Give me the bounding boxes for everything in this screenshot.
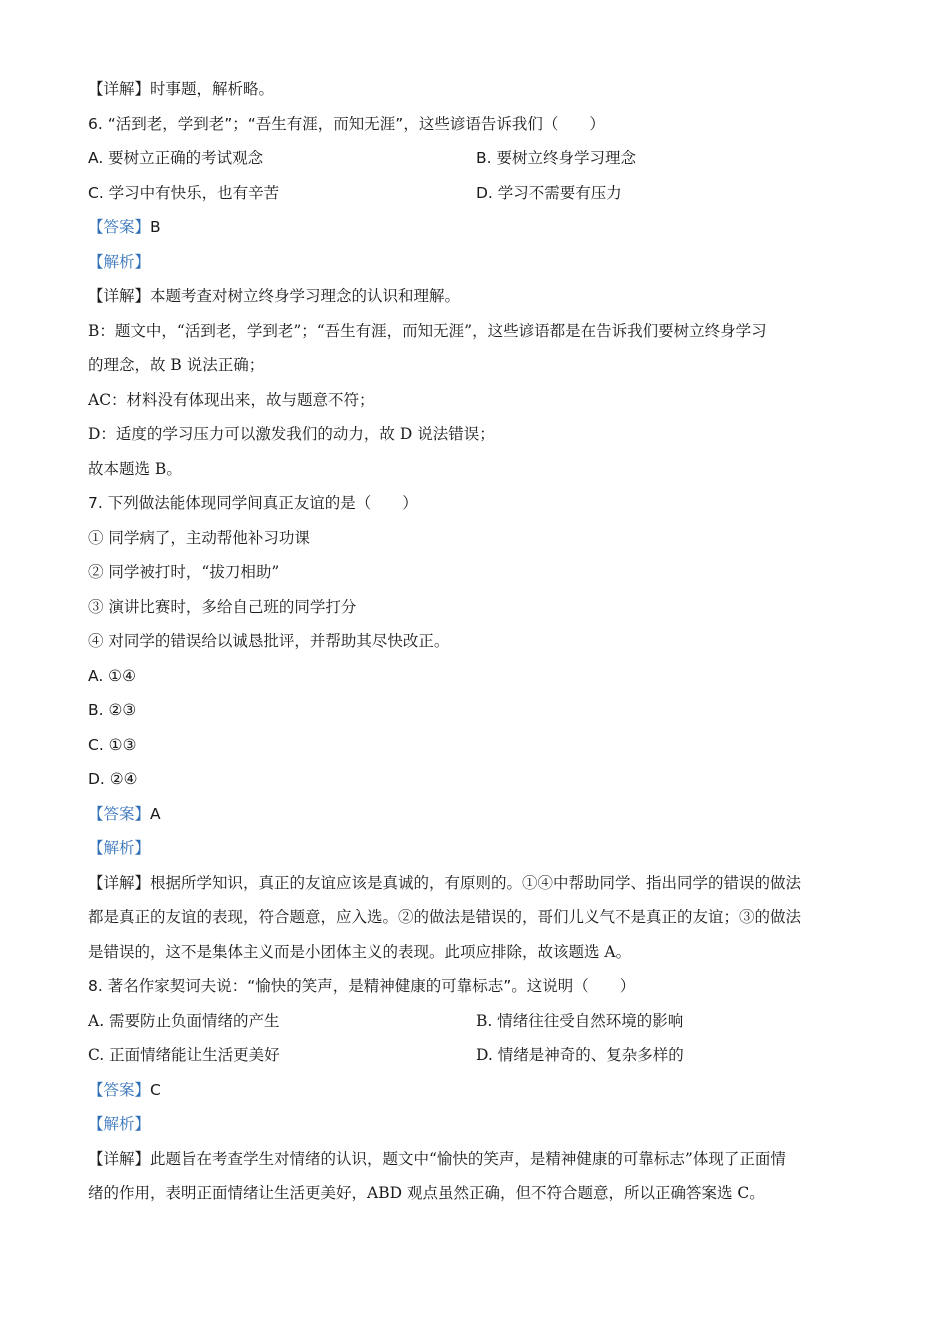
q7-statement: ① 同学病了，主动帮他补习功课	[88, 528, 310, 547]
q8-answer	[88, 1073, 868, 1108]
answer-tag: 【答案】	[88, 804, 151, 823]
q6-detail-line: 的理念，故 B 说法正确；	[88, 356, 265, 374]
q8-option-a: A. 需要防止负面情绪的产生	[88, 1011, 280, 1030]
q7-detail-line: 是错误的，这不是集体主义而是小团体主义的表现。此项应排除，故该题选 A。	[88, 942, 632, 961]
q6-option-c: C. 学习中有快乐，也有辛苦	[88, 183, 280, 202]
q8-detail-line: 【详解】此题旨在考查学生对情绪的认识，题文中“愉快的笑声，是精神健康的可靠标志”体现了正面情	[88, 1149, 786, 1168]
q8-options-row-2	[88, 1038, 868, 1073]
answer-tag: 【答案】	[88, 1080, 151, 1099]
q6-options-row-2	[88, 176, 868, 211]
q7-statement: ④ 对同学的错误给以诚恳批评，并帮助其尽快改正。	[88, 632, 450, 650]
q7-answer	[88, 797, 868, 832]
q6-answer	[88, 210, 868, 245]
q6-options-row-1	[88, 141, 868, 176]
q7-option-a: A. ①④	[88, 666, 136, 685]
q8-option-c: C. 正面情绪能让生活更美好	[88, 1046, 280, 1064]
q7-statement: ③ 演讲比赛时，多给自己班的同学打分	[88, 597, 357, 616]
q6-detail-line: 【详解】本题考查对树立终身学习理念的认识和理解。	[88, 287, 461, 305]
q6-detail-line: B：题文中，“活到老，学到老”；“吾生有涯，而知无涯”，这些谚语都是在告诉我们要树立终身学习	[88, 321, 767, 340]
q6-option-a: A. 要树立正确的考试观念	[88, 149, 264, 167]
q7-statement: ② 同学被打时，“拔刀相助”	[88, 563, 280, 581]
q6-detail-line: D：适度的学习压力可以激发我们的动力，故 D 说法错误；	[88, 425, 495, 443]
q7-option-d: D. ②④	[88, 770, 138, 788]
q7-option-c: C. ①③	[88, 735, 137, 754]
q6-option-d: D. 学习不需要有压力	[476, 183, 622, 202]
answer-value: A	[150, 804, 161, 823]
answer-value: C	[150, 1080, 161, 1099]
document-page	[88, 72, 868, 1211]
q6-option-b: B. 要树立终身学习理念	[476, 149, 636, 167]
q8-analysis-tag: 【解析】	[88, 1115, 151, 1133]
q6-detail-line: 故本题选 B。	[88, 459, 182, 478]
answer-tag: 【答案】	[88, 218, 151, 236]
q6-stem: 6. “活到老，学到老”；“吾生有涯，而知无涯”，这些谚语告诉我们（ ）	[88, 114, 605, 133]
q7-option-b: B. ②③	[88, 701, 137, 719]
q8-option-d: D. 情绪是神奇的、复杂多样的	[476, 1046, 684, 1064]
q5-detail: 【详解】时事题，解析略。	[88, 80, 275, 98]
q6-analysis-tag: 【解析】	[88, 252, 151, 271]
q8-option-b: B. 情绪往往受自然环境的影响	[476, 1011, 684, 1030]
q7-analysis-tag: 【解析】	[88, 839, 151, 857]
q8-options-row-1	[88, 1004, 868, 1039]
q6-detail-line: AC：材料没有体现出来，故与题意不符；	[88, 390, 375, 409]
q7-detail-line: 【详解】根据所学知识，真正的友谊应该是真诚的，有原则的。①④中帮助同学、指出同学的错误的做法	[88, 873, 802, 892]
q8-stem: 8. 著名作家契诃夫说：“愉快的笑声，是精神健康的可靠标志”。这说明（ ）	[88, 977, 636, 995]
q7-detail-line: 都是真正的友谊的表现，符合题意，应入选。②的做法是错误的，哥们儿义气不是真正的友谊；③的做法	[88, 908, 802, 926]
q7-stem: 7. 下列做法能体现同学间真正友谊的是（ ）	[88, 494, 418, 512]
q8-detail-line: 绪的作用，表明正面情绪让生活更美好，ABD 观点虽然正确，但不符合题意，所以正确答案选 C。	[88, 1184, 765, 1202]
answer-value: B	[150, 218, 161, 236]
